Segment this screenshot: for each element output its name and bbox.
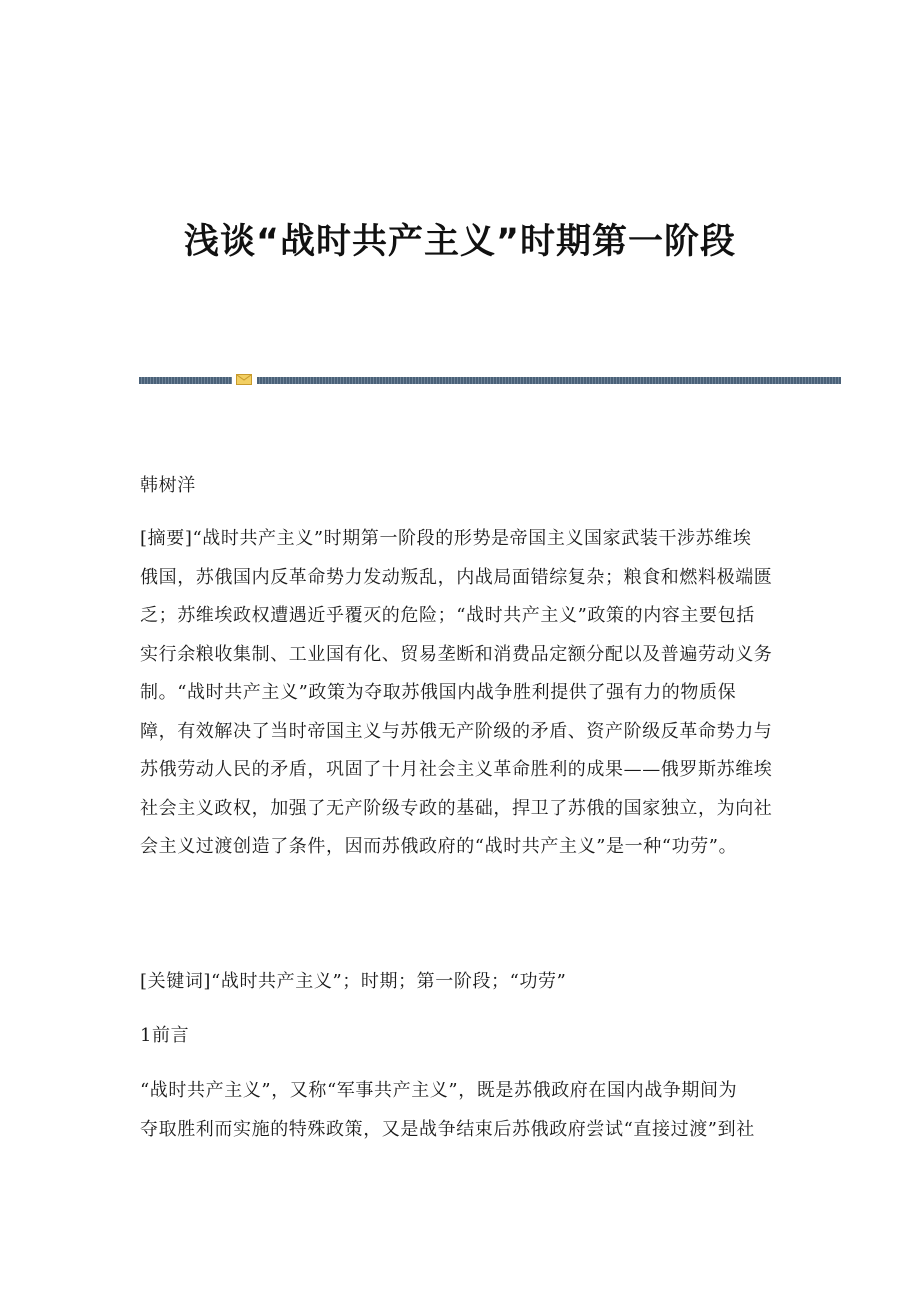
keywords <box>140 963 780 1002</box>
abstract-line: 制。“战时共产主义”政策为夺取苏俄国内战争胜利提供了强有力的物质保 <box>140 682 737 703</box>
section-heading <box>140 1017 780 1056</box>
abstract-line: 俄国，苏俄国内反革命势力发动叛乱，内战局面错综复杂；粮食和燃料极端匮 <box>140 566 773 588</box>
document-title: 浅谈“战时共产主义”时期第一阶段 <box>183 222 736 262</box>
keywords-line: [关键词]“战时共产主义”；时期；第一阶段；“功劳” <box>140 971 567 992</box>
author-name: 韩树洋 <box>140 475 196 496</box>
body-paragraph <box>140 1072 780 1149</box>
abstract-line: 实行余粮收集制、工业国有化、贸易垄断和消费品定额分配以及普遍劳动义务 <box>140 643 773 665</box>
abstract-line: 苏俄劳动人民的矛盾，巩固了十月社会主义革命胜利的成果——俄罗斯苏维埃 <box>140 759 773 780</box>
abstract-line: 障，有效解决了当时帝国主义与苏俄无产阶级的矛盾、资产阶级反革命势力与 <box>140 720 773 742</box>
title-divider <box>139 374 841 386</box>
envelope-icon <box>236 374 252 385</box>
abstract-line: 社会主义政权，加强了无产阶级专政的基础，捍卫了苏俄的国家独立，为向社 <box>140 797 773 819</box>
abstract-line: 乏；苏维埃政权遭遇近乎覆灭的危险；“战时共产主义”政策的内容主要包括 <box>140 605 755 626</box>
paragraph-line: 夺取胜利而实施的特殊政策，又是战争结束后苏俄政府尝试“直接过渡”到社 <box>140 1118 755 1140</box>
abstract <box>140 520 780 867</box>
abstract-line: 会主义过渡创造了条件，因而苏俄政府的“战时共产主义”是一种“功劳”。 <box>140 836 738 857</box>
abstract-line: [摘要]“战时共产主义”时期第一阶段的形势是帝国主义国家武装干涉苏维埃 <box>140 528 752 549</box>
divider-bar-left <box>139 377 232 384</box>
paragraph-line: “战时共产主义”，又称“军事共产主义”，既是苏俄政府在国内战争期间为 <box>140 1080 738 1101</box>
divider-bar-right <box>257 377 841 384</box>
section-heading-text: 1前言 <box>140 1025 190 1046</box>
